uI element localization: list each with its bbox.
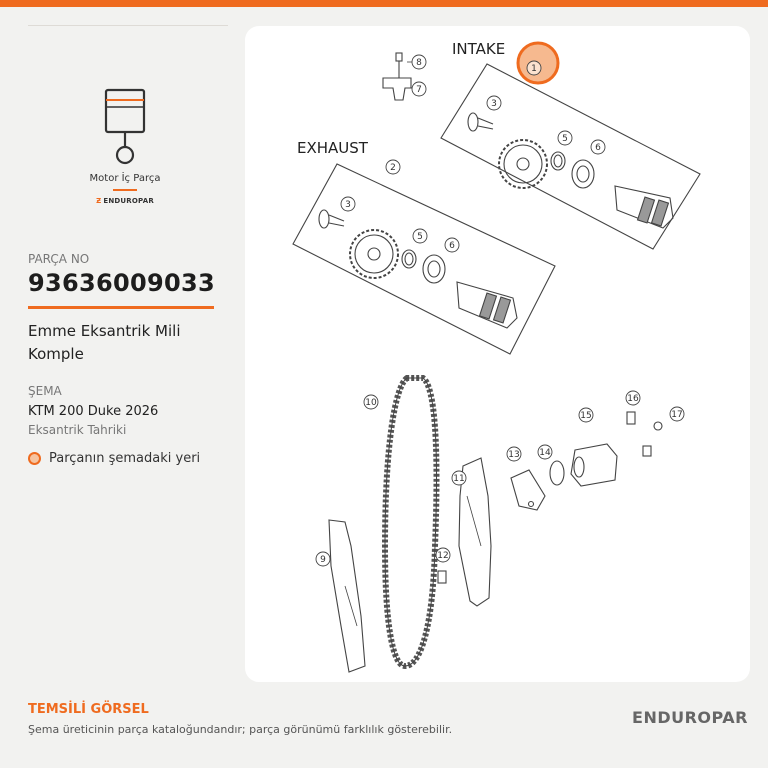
sidebar-divider xyxy=(28,25,228,26)
callout-8: 8 xyxy=(416,58,422,68)
part-name: Emme Eksantrik Mili Komple xyxy=(28,322,181,363)
callout-14: 14 xyxy=(539,448,551,458)
top-accent-bar xyxy=(0,0,768,7)
piston-icon xyxy=(100,87,150,169)
callout-3-exhaust: 3 xyxy=(345,200,351,210)
part-number: 93636009033 xyxy=(28,269,215,297)
callout-11: 11 xyxy=(453,474,465,484)
brand-underline xyxy=(113,189,137,191)
callout-5-exhaust: 5 xyxy=(417,232,423,242)
legend xyxy=(28,451,200,466)
brand-logo xyxy=(60,197,190,205)
callout-16: 16 xyxy=(627,394,639,404)
callout-13: 13 xyxy=(508,450,520,460)
parts-diagram xyxy=(245,26,750,682)
callout-2: 2 xyxy=(390,163,396,173)
part-no-label: PARÇA NO xyxy=(28,252,90,266)
part-number-underline xyxy=(28,306,214,309)
schema-label: ŞEMA xyxy=(28,384,62,398)
schema-model: KTM 200 Duke 2026 xyxy=(28,404,159,419)
schema-group: Eksantrik Tahriki xyxy=(28,423,127,437)
callout-1: 1 xyxy=(531,64,537,74)
callout-10: 10 xyxy=(365,398,377,408)
brand-title: Motor İç Parça xyxy=(89,173,161,184)
diagram-card xyxy=(245,26,750,682)
callout-15: 15 xyxy=(580,411,592,421)
callout-3-intake: 3 xyxy=(491,99,497,109)
logo-mark-icon: Ƶ xyxy=(96,197,102,205)
highlight-dot-icon xyxy=(28,452,41,465)
callout-6-exhaust: 6 xyxy=(449,241,455,251)
brand-logo-text: ENDUROPAR xyxy=(103,197,154,205)
footer-note: Şema üreticinin parça kataloğundandır; parça görünümü farklılık gösterebilir. xyxy=(28,723,453,736)
brand-block xyxy=(60,87,190,205)
callout-7: 7 xyxy=(416,85,422,95)
exhaust-panel xyxy=(293,164,555,354)
callout-6-intake: 6 xyxy=(595,143,601,153)
footer-title: TEMSİLİ GÖRSEL xyxy=(28,702,149,717)
intake-label: INTAKE xyxy=(452,40,506,58)
callout-9: 9 xyxy=(320,555,326,565)
callout-12: 12 xyxy=(437,551,449,561)
callout-5-intake: 5 xyxy=(562,134,568,144)
exhaust-label: EXHAUST xyxy=(297,139,368,157)
footer-brand: ENDUROPAR xyxy=(632,708,748,727)
legend-text: Parçanın şemadaki yeri xyxy=(49,451,201,466)
sidebar xyxy=(0,7,242,687)
callout-17: 17 xyxy=(671,410,683,420)
